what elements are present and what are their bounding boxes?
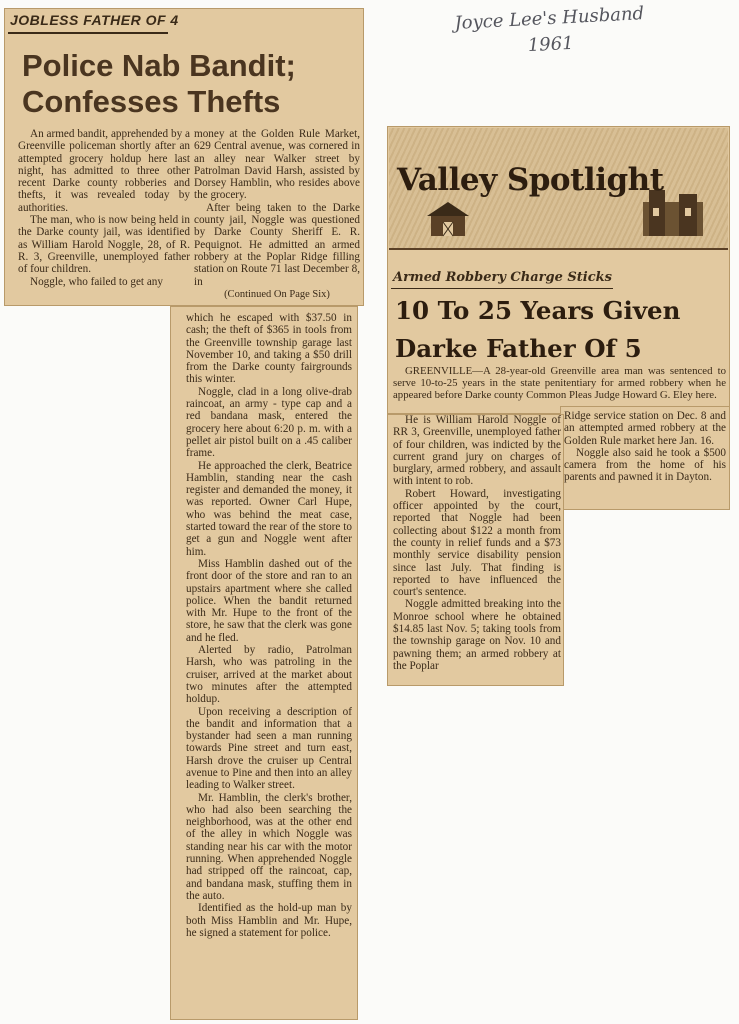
headline <box>22 48 352 120</box>
headline-line-1: 10 To 25 Years Given <box>395 296 681 325</box>
paragraph: GREENVILLE—A 28-year-old Greenville area man was sentenced to serve 10-to-25 years in the state penitentiary for armed robbery when he appeared before Darke county Common Pleas Judge Howard G. Eley here. <box>393 365 726 401</box>
clipping-valley-spotlight-right-column <box>560 406 730 510</box>
continuation-column <box>186 312 352 939</box>
kicker: JOBLESS FATHER OF 4 <box>10 12 179 28</box>
paragraph: Mr. Hamblin, the clerk's brother, who had also been searching the neighborhood, was at the other end of the alley in which Noggle was standing near his car with the motor running. When apprehended Noggle had stripped off the raincoat, cap, and bandana mask, stuffing them in the auto. <box>186 791 352 902</box>
paragraph: Upon receiving a description of the bandit and information that a bystander had seen a man running towards Pine street and turn east, Harsh drove the cruiser up Central avenue to Pine and then into an alley leading to Walker street. <box>186 705 352 792</box>
paragraph: Ridge service station on Dec. 8 and an attempted armed robbery at the Golden Rule market here Jan. 16. <box>564 410 726 447</box>
paragraph: An armed bandit, apprehended by a Greenville policeman shortly after an attempted grocery holdup here last night, has admitted to three other recent Darke county robberies and thefts, it was revealed today by authorities. <box>18 128 190 214</box>
article-column-2 <box>564 410 726 484</box>
paragraph: After being taken to the Darke county jail, Noggle was questioned by Darke County Sheriff E. R. Pequignot. He admitted an armed robbery at the Poplar Ridge filling station on Route 71 last December 8, in <box>194 201 360 288</box>
paragraph: money at the Golden Rule Market, 629 Central avenue, was cornered in an alley near Walker street by Patrolman David Harsh, assisted by Dorsey Hamblin, who resides above the grocery. <box>194 128 360 202</box>
paragraph: He approached the clerk, Beatrice Hamblin, standing near the cash register and demanded the money, it was reported. Owner Carl Hupe, who was behind the meat case, started toward the rear of the store to get a gun and Noggle went after him. <box>186 459 352 558</box>
note-line-2: 1961 <box>527 32 575 57</box>
headline-line-1: Police Nab Bandit; <box>22 48 296 83</box>
headline <box>395 292 725 368</box>
banner-illustration <box>389 128 728 250</box>
paragraph: Noggle, who failed to get any <box>30 275 163 288</box>
article-column-1 <box>18 128 190 288</box>
kicker-rule <box>391 288 613 289</box>
headline-line-2: Confesses Thefts <box>22 84 281 119</box>
barn-icon <box>425 198 471 238</box>
kicker: Armed Robbery Charge Sticks <box>393 270 612 285</box>
paragraph: which he escaped with $37.50 in cash; the theft of $365 in tools from the Greenville township garage last November 10, and taking a $50 drill from the Darke county fairgrounds this winter. <box>186 312 352 386</box>
paragraph: Robert Howard, investigating officer appointed by the court, reported that Noggle had been collecting about $122 a month from the county in relief funds and a $73 monthly service disability pension since last July. That finding is reported to have influenced the court's sentence. <box>393 487 561 599</box>
lead-paragraph <box>393 366 726 401</box>
paragraph: Noggle admitted breaking into the Monroe school where he obtained $14.85 last Nov. 5; taking tools from the township garage on Nov. 10 and pawning them; an armed robbery at the Poplar <box>393 598 561 672</box>
paragraph: Miss Hamblin dashed out of the front door of the store and ran to an upstairs apartment where she called police. When the bandit returned with Mr. Hupe to the front of the store, he saw that the clerk was gone and he fled. <box>186 557 352 644</box>
note-line-1: Joyce Lee's Husband <box>453 3 645 34</box>
paragraph: The man, who is now being held in the Darke county jail, was identified as William Harold Noggle, 28, of R. R. 3, Greenville, unemployed father of four children. <box>18 214 190 276</box>
kicker-rule <box>8 32 168 34</box>
paragraph: Noggle also said he took a $500 camera from the home of his parents and pawned it in Dayton. <box>564 446 726 484</box>
paragraph: Noggle, clad in a long olive-drab raincoat, an army - type cap and a red bandana mask, entered the grocery here about 6:20 p. m. with a pellet air pistol built on a .45 caliber frame. <box>186 385 352 460</box>
clipping-valley-spotlight <box>387 126 730 414</box>
clipping-continuation <box>170 306 358 1020</box>
clipping-valley-spotlight-left-column <box>387 414 564 686</box>
article-column-1 <box>393 414 561 672</box>
paragraph: Alerted by radio, Patrolman Harsh, who was patroling in the cruiser, arrived at the market about two minutes after the attempted holdup. <box>186 644 352 706</box>
headline-line-2: Darke Father Of 5 <box>395 334 642 363</box>
clipping-police-nab-bandit <box>4 8 364 306</box>
continued-note: (Continued On Page Six) <box>224 288 330 300</box>
article-column-2 <box>194 128 360 301</box>
paragraph: Identified as the hold-up man by both Miss Hamblin and Mr. Hupe, he signed a statement for police. <box>186 902 352 939</box>
paragraph: He is William Harold Noggle of RR 3, Greenville, unemployed father of four children, was indicted by the current grand jury on charges of burglary, armed robbery, and assault with intent to rob. <box>393 414 561 488</box>
banner-title: Valley Spotlight <box>397 162 664 198</box>
handwritten-note <box>429 0 671 64</box>
